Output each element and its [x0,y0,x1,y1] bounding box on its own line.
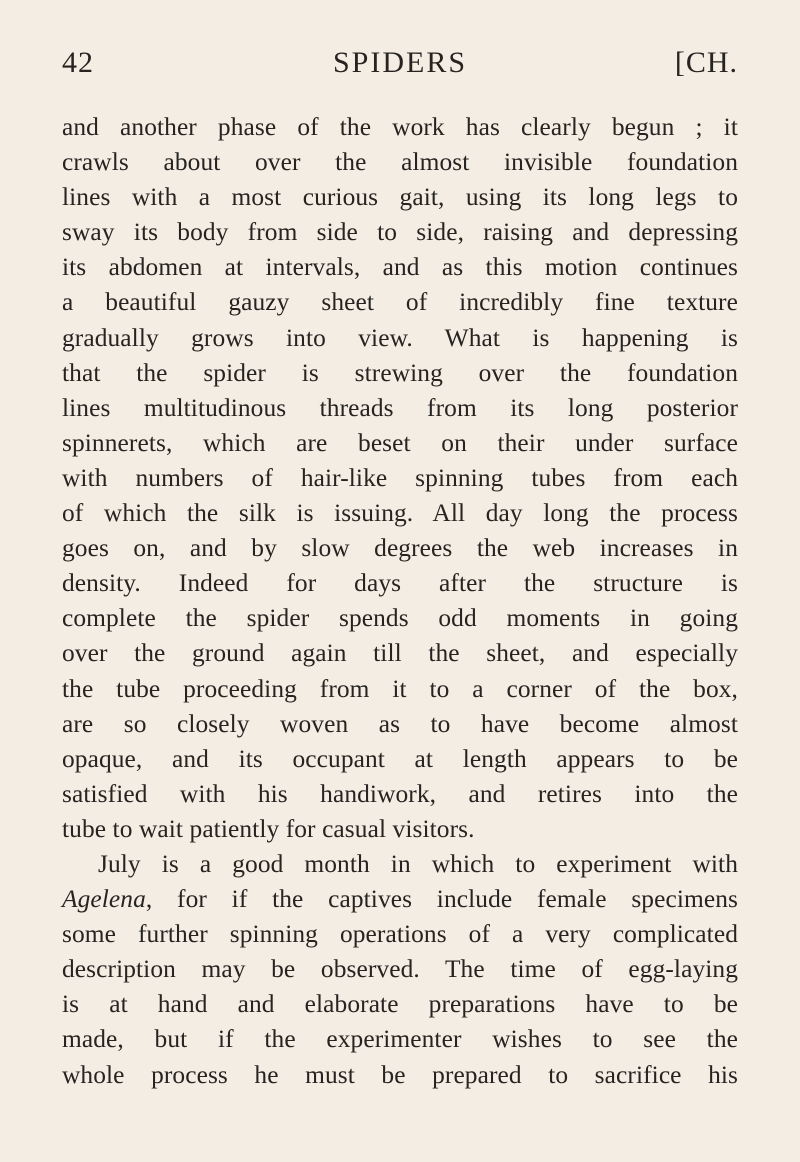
text-line: the tube proceeding from it to a corner of the box, [62,674,738,703]
text-line: whole process he must be prepared to sacrifice his [62,1060,738,1089]
text-line: gradually grows into view. What is happening is [62,323,738,352]
chapter-mark: [CH. [674,46,738,79]
text-line: spinnerets, which are beset on their under surface [62,428,738,457]
text-line: over the ground again till the sheet, and especially [62,639,738,668]
text-line: density. Indeed for days after the structure is [62,569,738,598]
text-line: complete the spider spends odd moments in going [62,604,738,633]
text-line: tube to wait patiently for casual visitors. [62,814,475,843]
text-run: , for if the captives include female specimens [145,885,738,914]
page-number: 42 [62,46,94,79]
body-text [62,110,738,1093]
text-line: a beautiful gauzy sheet of incredibly fine texture [62,288,738,317]
text-line: satisfied with his handiwork, and retires into the [62,779,738,808]
text-line: that the spider is strewing over the foundation [62,358,738,387]
text-line [62,882,738,917]
text-line: made, but if the experimenter wishes to see the [62,1025,738,1054]
running-head [62,46,738,86]
genus-name: Agelena [62,885,146,914]
text-line: crawls about over the almost invisible foundation [62,148,738,177]
text-line: opaque, and its occupant at length appears to be [62,744,738,773]
text-line: its abdomen at intervals, and as this motion continues [62,253,738,282]
text-line: with numbers of hair-like spinning tubes from each [62,463,738,492]
text-line: of which the silk is issuing. All day long the process [62,499,738,528]
text-line: goes on, and by slow degrees the web increases in [62,534,738,563]
text-line: lines with a most curious gait, using its long legs to [62,183,738,212]
text-line: July is a good month in which to experiment with [98,849,738,878]
text-line: description may be observed. The time of egg-laying [62,955,738,984]
running-title: SPIDERS [332,46,468,79]
text-line: and another phase of the work has clearly begun ; it [62,113,738,141]
text-line: some further spinning operations of a very complicated [62,920,738,949]
text-line: lines multitudinous threads from its long posterior [62,393,738,422]
text-line: is at hand and elaborate preparations have to be [62,990,738,1019]
text-line: sway its body from side to side, raising and depressing [62,218,738,247]
text-line: are so closely woven as to have become almost [62,709,738,738]
